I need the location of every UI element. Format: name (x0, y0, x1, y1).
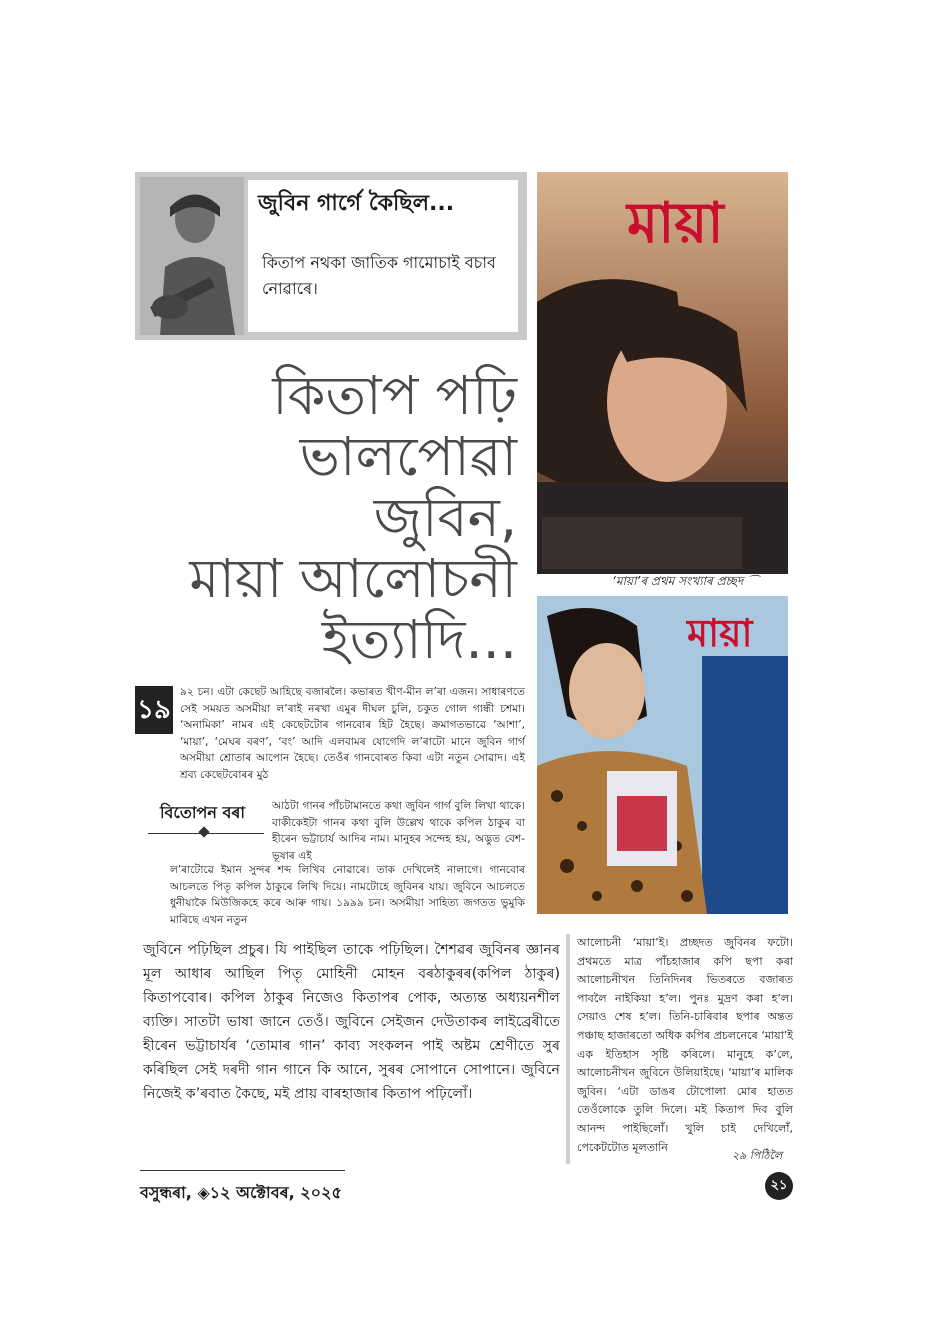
byline-ornament (198, 826, 209, 837)
quote-title: জুবিন গাৰ্গে কৈছিল... (258, 191, 455, 216)
zubeen-sketch-image (140, 177, 244, 335)
cover1-title: মায়া (627, 190, 724, 256)
footer (140, 1180, 342, 1207)
article-intro: ৯২ চন। এটা কেছেট আহিছে বজাৰলৈ। কভাৰত খীণ-মীন ল’ৰা এজন। সাধাৰণতে সেই সময়ত অসমীয়া ল’ৰাই নৰখা এমুৰ দীঘল চুলি, চকুত গোল গান্ধী চশমা। ‘অনামিকা’ নামৰ এই কেছেটটোৰ গানবোৰ হিট হৈছে। ক্ৰমাগতভাৱে ‘আশা’, ‘মায়া’, ‘মেঘৰ বৰণ’, ‘বং’ আদি এলবামৰ যোগেদি ল’ৰাটো মানে জুবিন গাৰ্গ অসমীয়া শ্ৰোতাৰ আপোন হৈছে। তেওঁৰ গানবোৰত কিবা এটা নতুন সোৱাদ। এই শ্ৰব্য কেছেটবোৰৰ মুঠ (180, 686, 525, 781)
footer-rule (140, 1170, 345, 1171)
maya-cover-zubeen (537, 596, 788, 914)
headline-line-2: ভালপোৱা জুবিন, (299, 425, 517, 549)
headline (145, 365, 517, 670)
headline-line-4: ইত্যাদি... (321, 608, 517, 671)
column-divider (566, 934, 570, 1164)
article-intro-3: ল’ৰাটোৱে ইমান সুন্দৰ শব্দ লিখিব নোৱাৰে। তাক দেখিলেই নালাগে। গানবোৰ আচলতে পিতৃ কপিল ঠাকুৰে লিখি দিয়ে। নামটোহে জুবিনৰ যায়। জুবিনে আচলতে ধুনীয়াকৈ মিউজিকহে কৰে আৰু গায়। ১৯৯৯ চন। অসমীয়া সাহিত্য জগতত ভুমুকি মাৰিছে এখন নতুন (170, 864, 525, 926)
issue-date: ◈১২ অক্টোবৰ, ২০২৫ (197, 1183, 342, 1202)
article-intro-2: আঠটা গানৰ পাঁচটামানতে কথা জুবিন গাৰ্গ বুলি লিখা থাকে। বাকীকেইটা গানৰ কথা বুলি উল্লেখ থাকে কপিল ঠাকুৰ বা হীৰেন ভট্টাচাৰ্য আদিৰ নাম। মানুহৰ সন্দেহ হয়, অদ্ভুত বেশ-ভূষাৰ এই (272, 800, 525, 862)
article-main-column: জুবিনে পঢ়িছিল প্ৰচুৰ। যি পাইছিল তাকে পঢ়িছিল। শৈশৱৰ জুবিনৰ জ্ঞানৰ মূল আধাৰ আছিল পিতৃ মোহিনী মোহন বৰঠাকুৰৰ(কপিল ঠাকুৰ) কিতাপবোৰ। কপিল ঠাকুৰ নিজেও কিতাপৰ পোক, অত্যন্ত অধ্যয়নশীল ব্যক্তি। সাতটা ভাষা জানে তেওঁ। জুবিনে সেইজন দেউতাকৰ লাইব্ৰেৰীতে হীৰেন ভট্টাচাৰ্যৰ ‘তোমাৰ গান’ কাব্য সংকলন পাই অষ্টম শ্ৰেণীতে সুৰ কৰিছিল সেই দৰদী গান গানে কি আনে, সুৰৰ সোপানে সোপানে। জুবিনে নিজেই ক’ৰবাত কৈছে, মই প্ৰায় বাৰহাজাৰ কিতাপ পঢ়িলোঁ। (143, 942, 560, 1102)
headline-line-3: মায়া আলোচনী (189, 547, 517, 610)
page-number: ২১ (765, 1172, 793, 1200)
headline-line-1: কিতাপ পঢ়ি (272, 364, 517, 427)
cover1-caption: ‘মায়া’ৰ প্ৰথম সংখ্যাৰ প্ৰচ্ছদ ⌒ (612, 574, 760, 588)
quote-panel (248, 180, 518, 332)
quote-box (135, 172, 527, 340)
continue-marker: ২৯ পিঠিলৈ (732, 1149, 783, 1162)
byline: বিতোপন বৰা (159, 803, 246, 822)
quote-text: কিতাপ নথকা জাতিক গামোচাই বচাব নোৱাৰে। (262, 253, 496, 298)
dropcap: ১৯ (135, 686, 173, 734)
article-side-column: আলোচনী ‘মায়া’ই। প্ৰচ্ছদত জুবিনৰ ফটো। প্ৰথমতে মাত্ৰ পাঁচহাজাৰ কপি ছপা কৰা আলোচনীখন তিনিদিনৰ ভিতৰতে বজাৰত পাবলৈ নাইকিয়া হ’ল। পুনঃ মুদ্ৰণ কৰা হ’ল। সেয়াও শেষ হ’ল। তিনি-চাৰিবাৰ ছপাৰ অন্তত পঞ্চাছ হাজাৰতো অধিক কপিৰ প্ৰচলনেৰে ‘মায়া’ই এক ইতিহাস সৃষ্টি কৰিলে। মানুহে ক’লে, আলোচনীখন জুবিনে উলিয়াইছে। ‘মায়া’ৰ মালিক জুবিন। ‘এটা ডাঙৰ টোপোলা মোৰ হাতত তেওঁলোকে তুলি দিলে। মই কিতাপ দিব বুলি আনন্দ পাইছিলোঁ। খুলি চাই দেখিলোঁ, পেকেটটোত মূলতানি (577, 936, 793, 1154)
maya-cover-first-issue (537, 172, 788, 574)
publication-name: বসুন্ধৰা, (140, 1183, 192, 1202)
cover2-title: মায়া (687, 610, 753, 655)
